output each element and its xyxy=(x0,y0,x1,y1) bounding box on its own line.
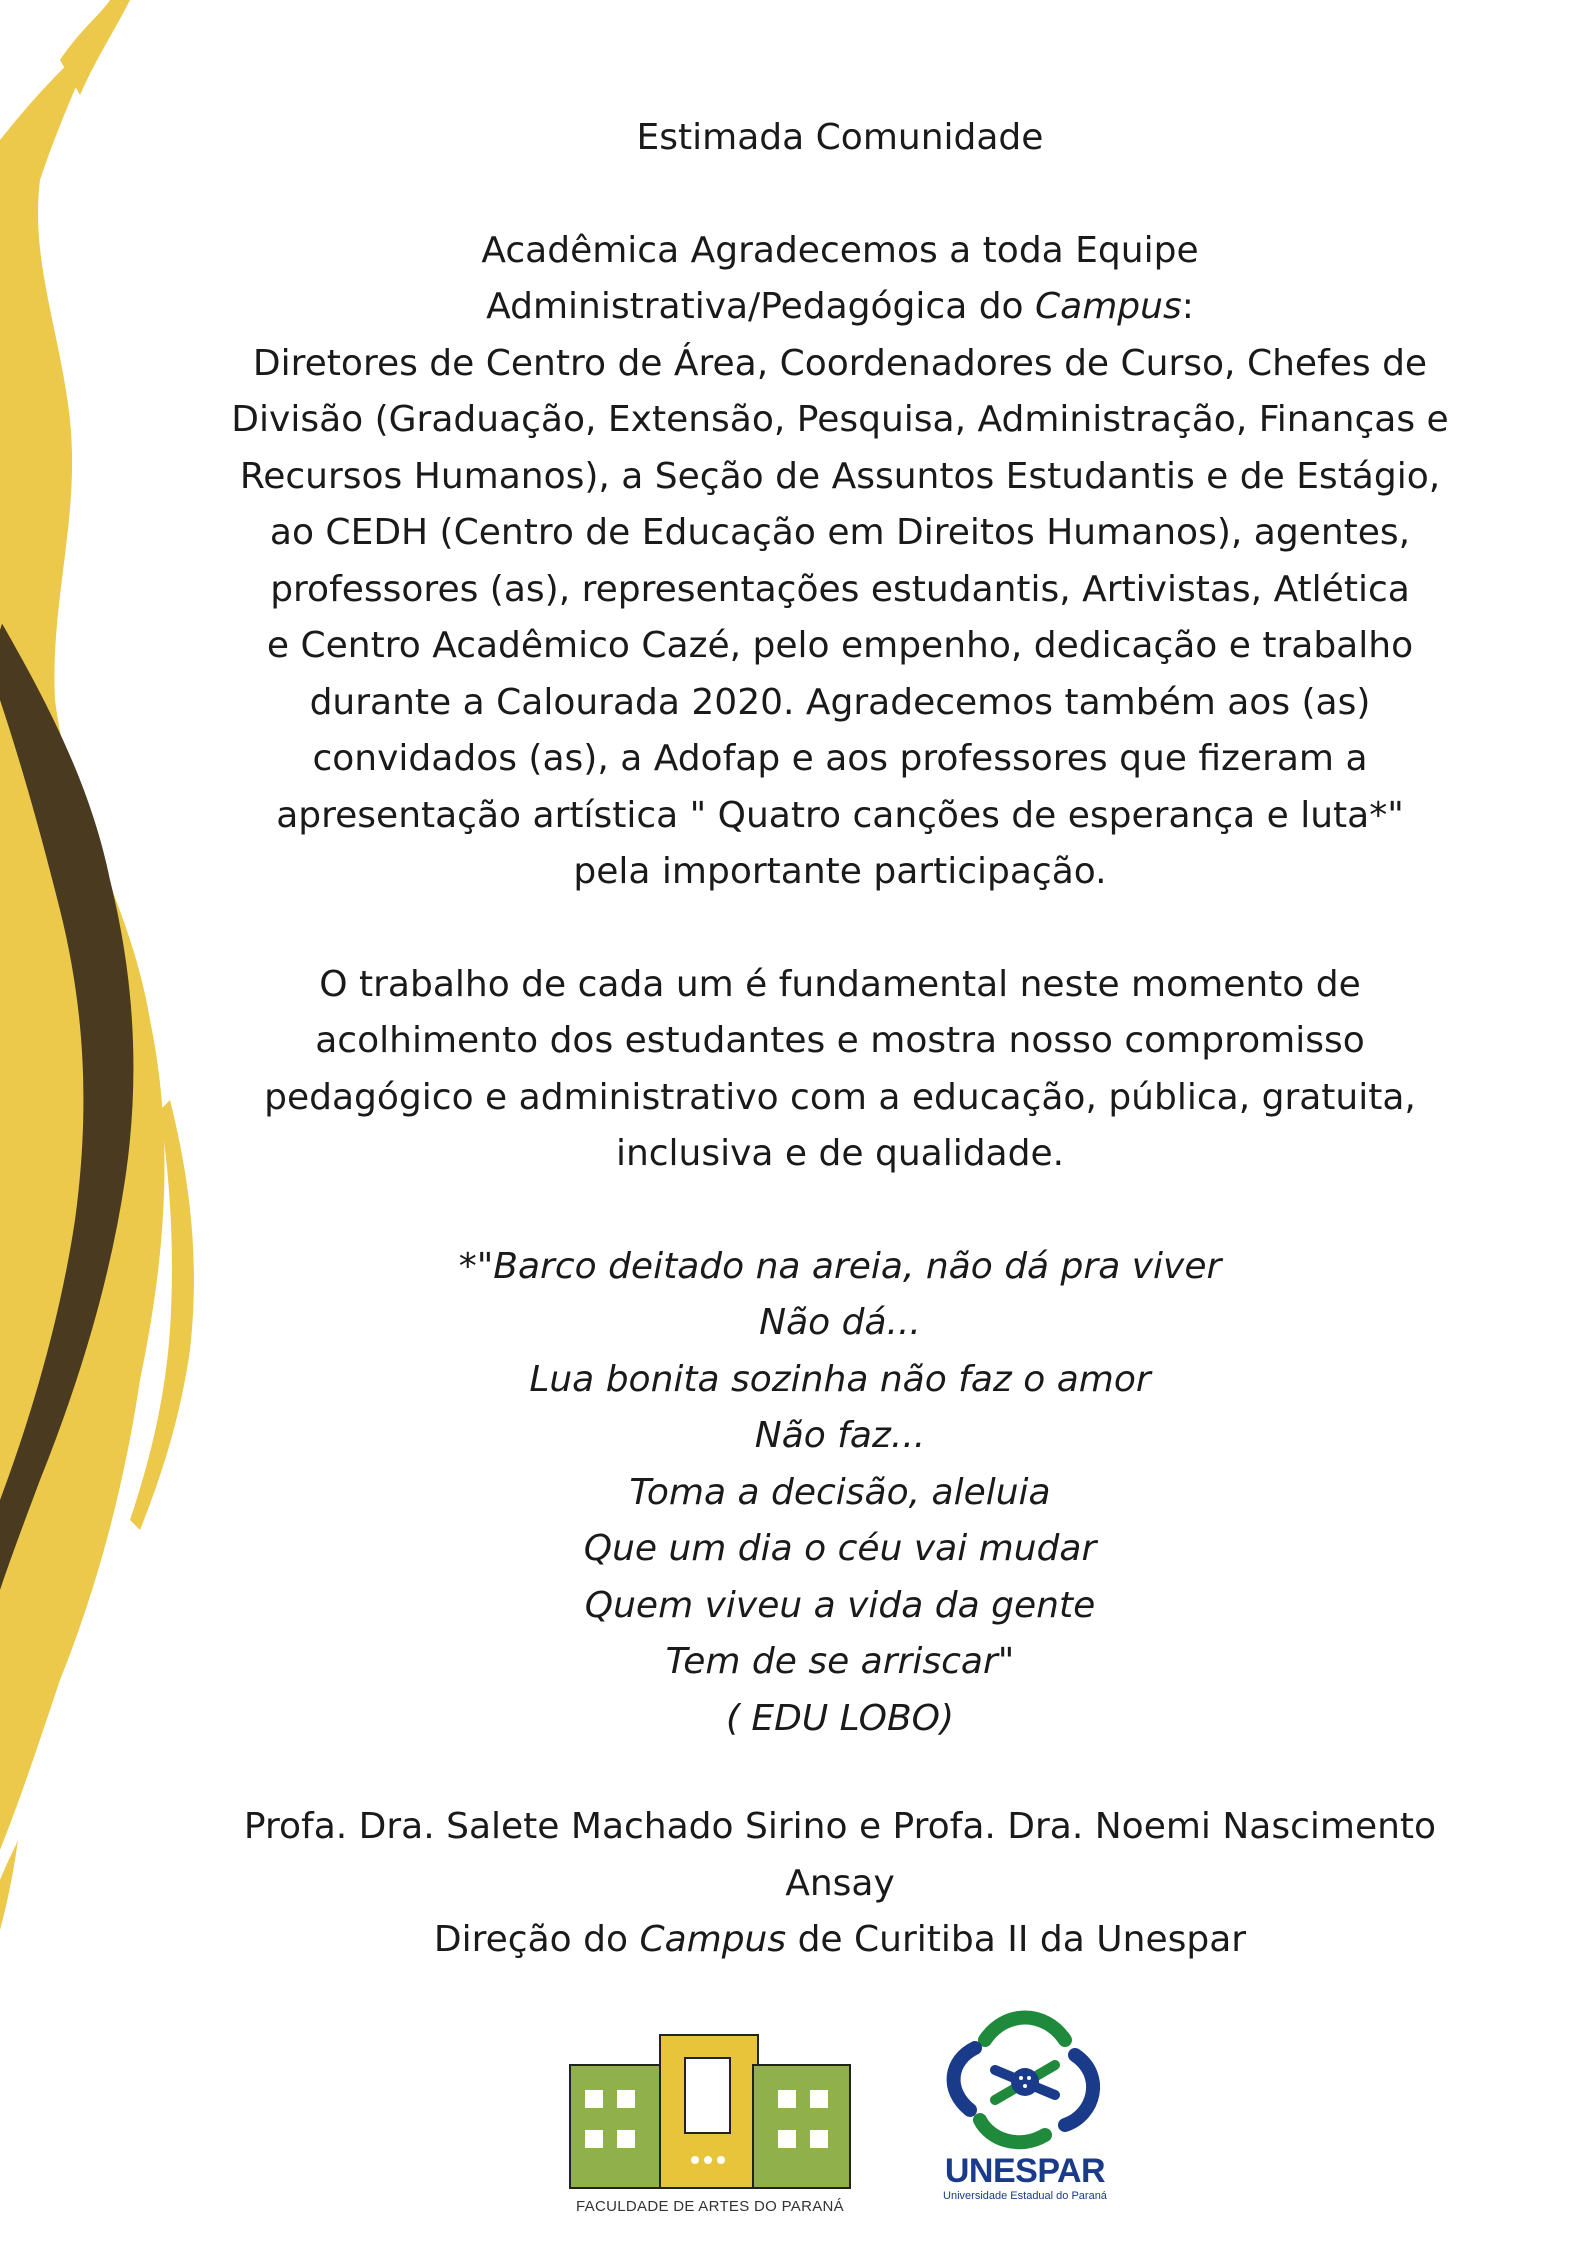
para1-line2-pre: Administrativa/Pedagógica do xyxy=(486,286,1036,327)
fap-caption: FACULDADE DE ARTES DO PARANÁ xyxy=(576,2198,844,2215)
poem-line: Lua bonita sozinha não faz o amor xyxy=(529,1358,1151,1400)
unespar-emblem-icon xyxy=(935,2000,1115,2150)
signature-block xyxy=(195,1799,1485,1969)
para2-line: pedagógico e administrativo com a educação, pública, gratuita, xyxy=(264,1076,1416,1118)
para1-line: Recursos Humanos), a Seção de Assuntos Estudantis e de Estágio, xyxy=(239,455,1441,497)
poem-line: ( EDU LOBO) xyxy=(725,1697,955,1739)
signature-direction-pre: Direção do xyxy=(433,1919,640,1960)
poem-line: Não faz... xyxy=(754,1415,926,1456)
fap-buildings-icon xyxy=(565,2030,855,2190)
signature-campus-emphasis: Campus xyxy=(639,1919,787,1960)
poem-line: Tem de se arriscar" xyxy=(665,1641,1015,1682)
poem xyxy=(195,1239,1485,1748)
para1-line: professores (as), representações estudantis, Artivistas, Atlética xyxy=(270,568,1410,610)
letter-body xyxy=(195,110,1485,1969)
para1-line: Divisão (Graduação, Extensão, Pesquisa, Administração, Finanças e xyxy=(231,399,1449,440)
poem-line: *"Barco deitado na areia, não dá pra viver xyxy=(458,1245,1222,1287)
fap-logo xyxy=(565,2030,855,2215)
poem-line: Não dá... xyxy=(759,1302,921,1343)
signature-direction xyxy=(195,1912,1485,1969)
unespar-subtitle: Universidade Estadual do Paraná xyxy=(943,2190,1107,2202)
para2-line: O trabalho de cada um é fundamental neste momento de xyxy=(319,963,1361,1005)
poem-line: Que um dia o céu vai mudar xyxy=(583,1528,1097,1569)
para1-line: pela importante participação. xyxy=(573,851,1107,892)
poem-line: Quem viveu a vida da gente xyxy=(584,1584,1096,1626)
para1-rest xyxy=(195,336,1485,901)
para1-line: e Centro Acadêmico Cazé, pelo empenho, dedicação e trabalho xyxy=(266,625,1414,666)
signature-direction-post: de Curitiba II da Unespar xyxy=(786,1919,1247,1960)
para2-line: acolhimento dos estudantes e mostra nosso compromisso xyxy=(315,1020,1365,1061)
unespar-logo xyxy=(935,2000,1115,2205)
para1-line: Diretores de Centro de Área, Coordenadores de Curso, Chefes de xyxy=(252,342,1428,384)
signature-names: Profa. Dra. Salete Machado Sirino e Profa. Dra. Noemi Nascimento Ansay xyxy=(243,1806,1437,1904)
para1-line: ao CEDH (Centro de Educação em Direitos Humanos), agentes, xyxy=(269,512,1411,553)
unespar-name: UNESPAR xyxy=(944,2152,1106,2190)
greeting: Estimada Comunidade xyxy=(636,117,1044,158)
para1-line2-post: : xyxy=(1181,286,1194,327)
para1-line: apresentação artística " Quatro canções de esperança e luta*" xyxy=(276,794,1404,836)
para1-line1: Acadêmica Agradecemos a toda Equipe xyxy=(481,229,1199,271)
para1-line: durante a Calourada 2020. Agradecemos também aos (as) xyxy=(309,681,1371,723)
poem-line: Toma a decisão, aleluia xyxy=(629,1471,1051,1513)
para1-line: convidados (as), a Adofap e aos professores que fizeram a xyxy=(312,738,1368,779)
para1-line2 xyxy=(195,279,1485,336)
para2-line: inclusiva e de qualidade. xyxy=(615,1133,1065,1174)
para2 xyxy=(195,957,1485,1183)
campus-emphasis: Campus xyxy=(1035,286,1182,327)
